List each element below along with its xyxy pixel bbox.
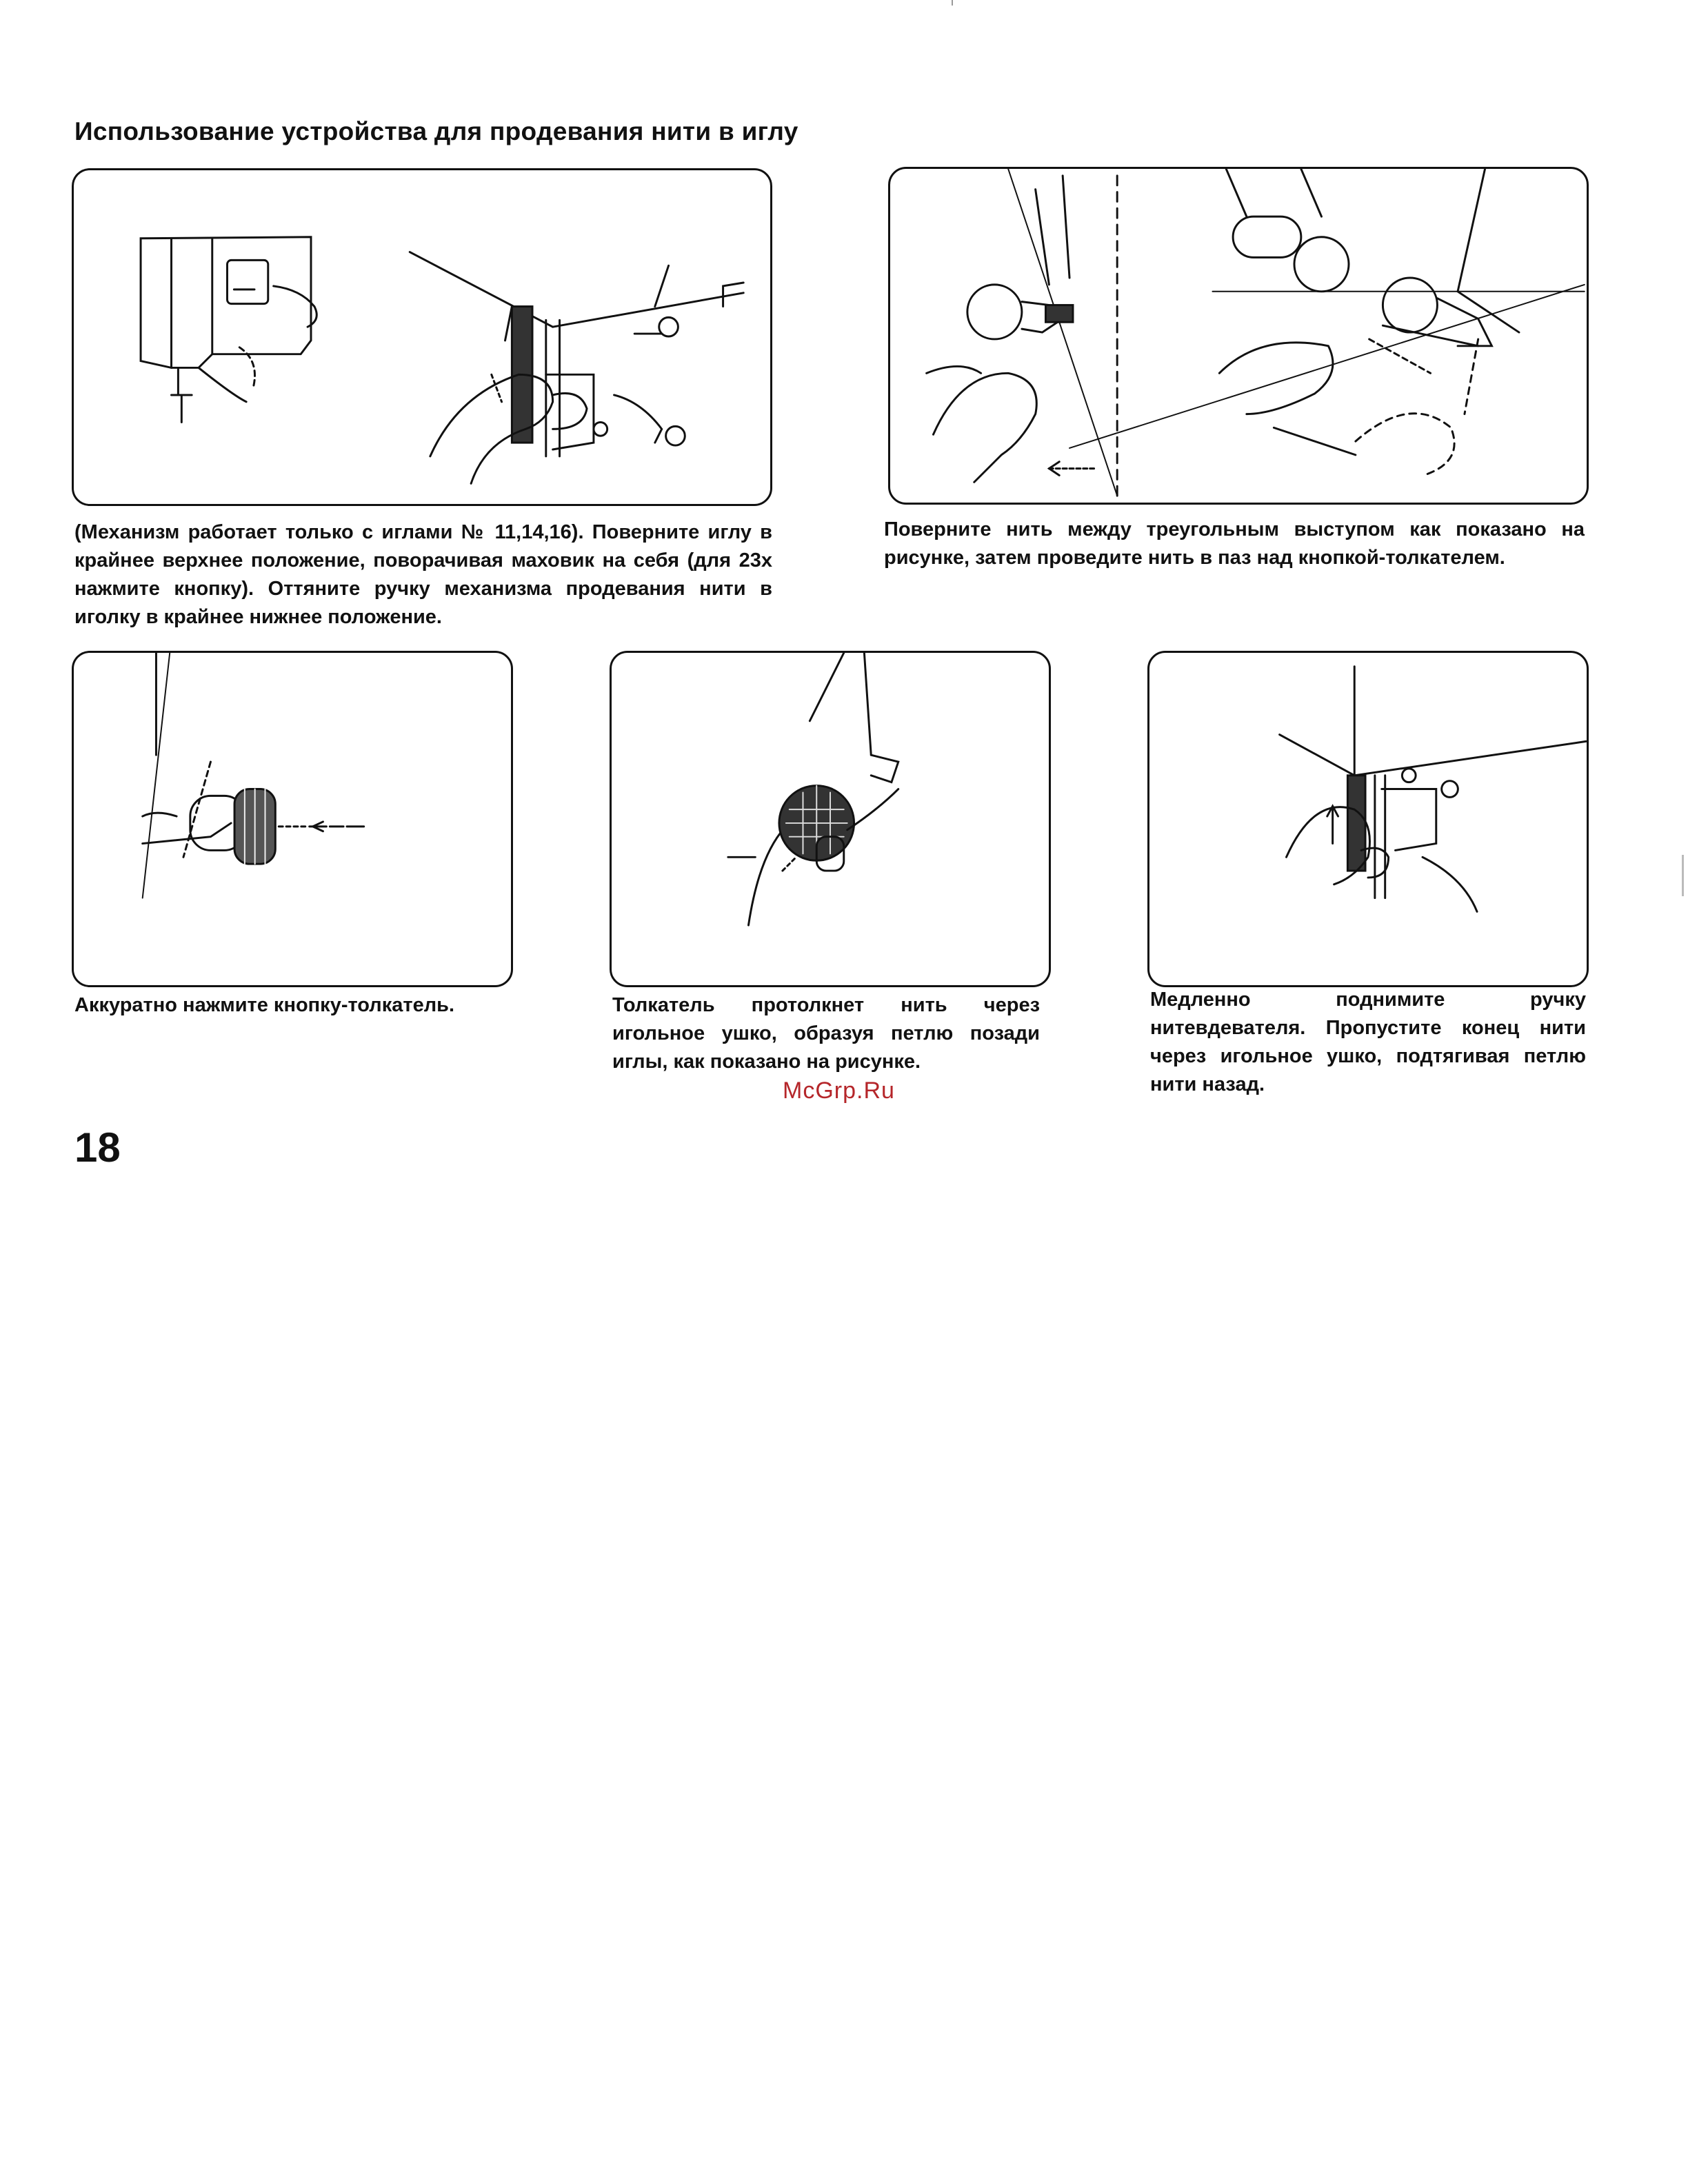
step-2-caption: Поверните нить между треугольным выступом как показано на рисунке, затем проведите нить в паз над кнопкой-толкателем.: [884, 518, 1585, 569]
illustration-step-3: [72, 651, 513, 987]
scan-edge-tick: [952, 0, 953, 6]
step-3-caption: Аккуратно нажмите кнопку-толкатель.: [74, 994, 454, 1016]
scan-edge-mark: [1682, 855, 1684, 896]
machine-head-illustration: [74, 170, 770, 504]
watermark: McGrp.Ru: [783, 1078, 895, 1104]
step-5-caption: Медленно поднимите ручку нитевдевателя. Пропустите конец нити через игольное ушко, подтягивая петлю нити назад.: [1150, 989, 1586, 1095]
step-1-caption: (Механизм работает только с иглами № 11,14,16). Поверните иглу в крайнее верхнее положение, поворачивая маховик на себя (для 23х нажмите кнопку). Оттяните ручку механизма продевания нити в иголку в крайнее нижнее положение.: [74, 521, 772, 628]
illustration-step-2: [888, 167, 1589, 505]
raise-handle-illustration: [1149, 653, 1587, 985]
illustration-step-5: [1147, 651, 1589, 987]
thread-loop-illustration: [612, 653, 1049, 985]
page-number: 18: [74, 1124, 121, 1171]
step-4-caption: Толкатель протолкнет нить через игольное ушко, образуя петлю позади иглы, как показано на рисунке.: [612, 994, 1040, 1073]
illustration-step-1: [72, 168, 772, 506]
thread-hook-illustration: [890, 169, 1587, 503]
push-button-illustration: [74, 653, 511, 985]
page-title: Использование устройства для продевания нити в иглу: [74, 117, 798, 145]
illustration-step-4: [610, 651, 1051, 987]
